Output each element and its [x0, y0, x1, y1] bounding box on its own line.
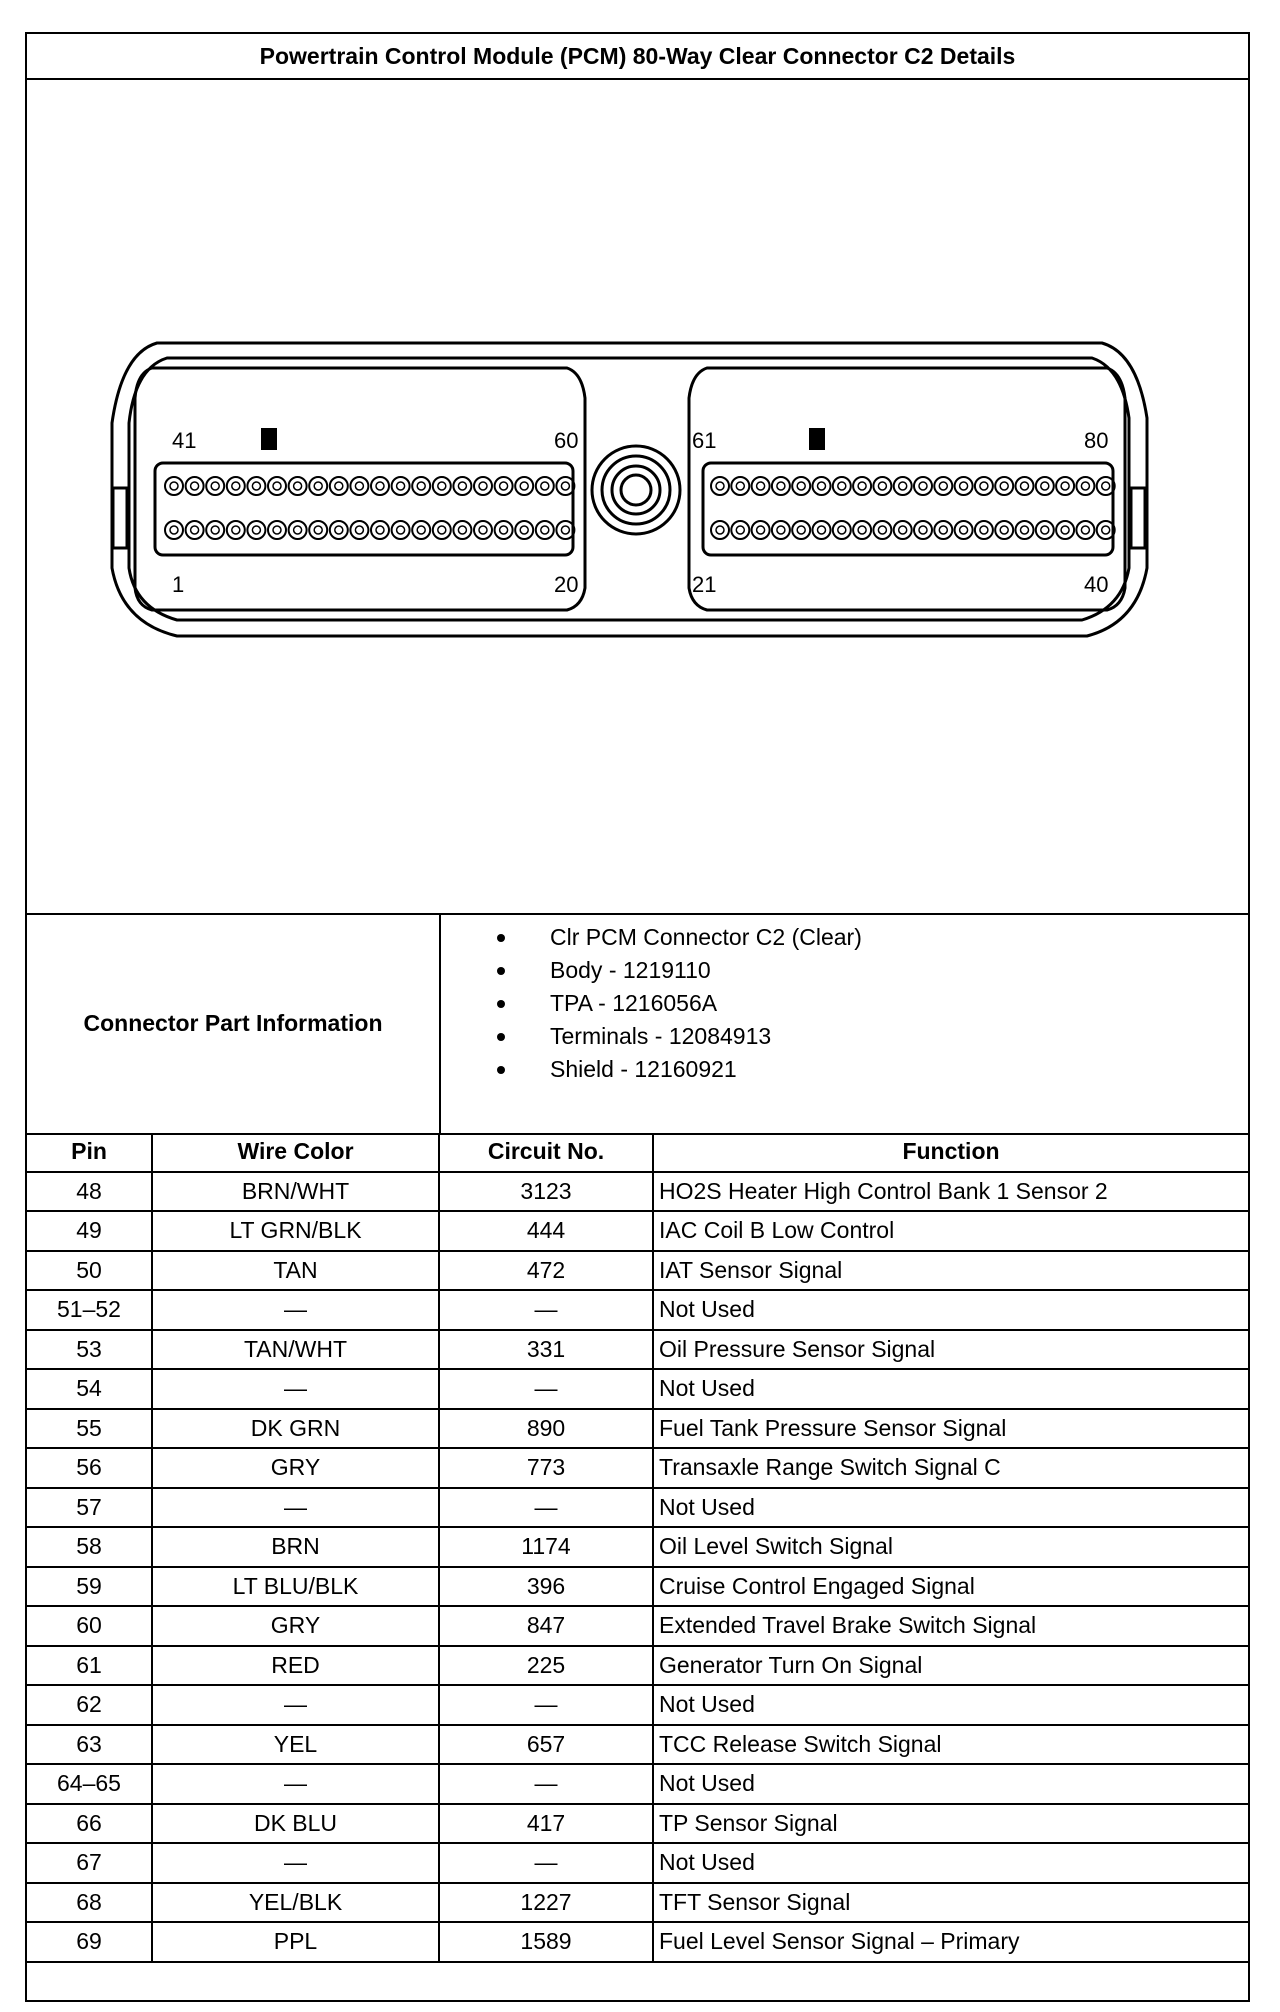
table-row — [27, 1369, 1248, 1409]
pin-cavity — [899, 482, 907, 490]
pin-cavity — [561, 526, 569, 534]
pin-cavity — [165, 477, 183, 495]
cell-wire-color: — — [152, 1290, 439, 1330]
cell-wire-color: DK GRN — [152, 1409, 439, 1449]
pin-label-61: 61 — [692, 428, 717, 453]
pin-cavity — [858, 526, 866, 534]
cell-pin: 60 — [27, 1606, 152, 1646]
cell-pin: 64–65 — [27, 1764, 152, 1804]
pin-cavity — [206, 477, 224, 495]
pin-cavity — [813, 521, 831, 539]
pin-cavity — [211, 482, 219, 490]
cell-pin: 56 — [27, 1448, 152, 1488]
pin-cavity — [894, 477, 912, 495]
cell-circuit-no: 331 — [439, 1330, 653, 1370]
pin-cavity — [211, 526, 219, 534]
pin-cavity — [1016, 477, 1034, 495]
cell-wire-color: — — [152, 1369, 439, 1409]
pin-cavity — [330, 477, 348, 495]
pin-cavity — [955, 521, 973, 539]
cell-pin: 66 — [27, 1804, 152, 1844]
cell-pin: 63 — [27, 1725, 152, 1765]
pin-cavity — [520, 482, 528, 490]
pin-cavity — [1056, 477, 1074, 495]
pin-cavity — [1021, 526, 1029, 534]
table-row — [27, 1527, 1248, 1567]
pin-cavity — [731, 477, 749, 495]
cell-function: Not Used — [653, 1764, 1248, 1804]
cell-wire-color: — — [152, 1685, 439, 1725]
cell-circuit-no: 3123 — [439, 1172, 653, 1212]
cell-circuit-no: 444 — [439, 1211, 653, 1251]
pin-cavity — [736, 482, 744, 490]
pin-cavity — [309, 521, 327, 539]
pin-cavity — [955, 477, 973, 495]
pin-cavity — [191, 526, 199, 534]
cell-circuit-no: — — [439, 1764, 653, 1804]
table-row — [27, 1448, 1248, 1488]
pin-cavity — [495, 477, 513, 495]
pin-label-40: 40 — [1084, 572, 1109, 597]
pin-cavity — [1041, 526, 1049, 534]
pin-cavity — [536, 477, 554, 495]
pin-cavity — [438, 526, 446, 534]
cell-wire-color: GRY — [152, 1606, 439, 1646]
cell-function: HO2S Heater High Control Bank 1 Sensor 2 — [653, 1172, 1248, 1212]
table-row — [27, 1843, 1248, 1883]
table-row — [27, 1172, 1248, 1212]
pin-cavity — [289, 521, 307, 539]
pin-label-60: 60 — [554, 428, 579, 453]
pin-cavity — [731, 521, 749, 539]
pin-cavity — [1000, 526, 1008, 534]
cell-wire-color: — — [152, 1843, 439, 1883]
pin-cavity — [392, 521, 410, 539]
pin-cavity — [1076, 477, 1094, 495]
pin-cavity — [314, 526, 322, 534]
table-header-row — [27, 1133, 1248, 1172]
pin-cavity — [273, 482, 281, 490]
pin-cavity — [186, 521, 204, 539]
cell-circuit-no: 1174 — [439, 1527, 653, 1567]
pin-label-41: 41 — [172, 428, 197, 453]
pin-cavity — [833, 521, 851, 539]
cell-circuit-no: 847 — [439, 1606, 653, 1646]
table-row — [27, 1211, 1248, 1251]
part-info-item: Body - 1219110 — [441, 954, 862, 987]
cell-function: Not Used — [653, 1685, 1248, 1725]
cell-pin: 55 — [27, 1409, 152, 1449]
pin-cavity — [412, 477, 430, 495]
pin-cavity — [1056, 521, 1074, 539]
cell-function: IAT Sensor Signal — [653, 1251, 1248, 1291]
pin-cavity — [458, 482, 466, 490]
header-function: Function — [653, 1133, 1248, 1172]
pin-cavity — [268, 477, 286, 495]
cell-wire-color: BRN/WHT — [152, 1172, 439, 1212]
cell-function: Fuel Tank Pressure Sensor Signal — [653, 1409, 1248, 1449]
pin-cavity — [335, 482, 343, 490]
cell-function: Transaxle Range Switch Signal C — [653, 1448, 1248, 1488]
pin-cavity — [919, 526, 927, 534]
pin-cavity — [392, 477, 410, 495]
part-info-item: TPA - 1216056A — [441, 987, 862, 1020]
pin-cavity — [515, 477, 533, 495]
pin-cavity — [777, 482, 785, 490]
pin-cavity — [1081, 482, 1089, 490]
cell-circuit-no: — — [439, 1685, 653, 1725]
pin-cavity — [350, 477, 368, 495]
cell-wire-color: LT BLU/BLK — [152, 1567, 439, 1607]
cell-wire-color: — — [152, 1488, 439, 1528]
table-row — [27, 1922, 1248, 1962]
table-row — [27, 1606, 1248, 1646]
pin-cavity — [191, 482, 199, 490]
pin-label-20: 20 — [554, 572, 579, 597]
cell-function: Extended Travel Brake Switch Signal — [653, 1606, 1248, 1646]
cell-circuit-no: — — [439, 1369, 653, 1409]
pin-cavity — [777, 526, 785, 534]
cell-wire-color: BRN — [152, 1527, 439, 1567]
pin-cavity — [309, 477, 327, 495]
cell-wire-color: GRY — [152, 1448, 439, 1488]
header-pin: Pin — [27, 1133, 152, 1172]
pin-cavity — [772, 521, 790, 539]
pin-cavity — [1076, 521, 1094, 539]
pin-cavity — [355, 482, 363, 490]
header-circuit-no: Circuit No. — [439, 1133, 653, 1172]
table-row — [27, 1488, 1248, 1528]
pin-cavity — [417, 526, 425, 534]
table-row — [27, 1330, 1248, 1370]
cell-function: Not Used — [653, 1488, 1248, 1528]
pin-cavity — [371, 477, 389, 495]
table-row — [27, 1646, 1248, 1686]
pin-cavity — [752, 521, 770, 539]
cell-function: TFT Sensor Signal — [653, 1883, 1248, 1923]
pin-cavity — [818, 526, 826, 534]
cell-pin: 58 — [27, 1527, 152, 1567]
cell-pin: 53 — [27, 1330, 152, 1370]
connector-details-sheet — [25, 32, 1250, 2002]
pin-cavity — [186, 477, 204, 495]
pin-cavity — [376, 482, 384, 490]
pin-cavity — [939, 526, 947, 534]
pin-cavity — [878, 482, 886, 490]
pin-cavity — [1036, 477, 1054, 495]
pin-cavity — [376, 526, 384, 534]
connector-drawing — [27, 78, 1248, 913]
pin-cavity — [711, 521, 729, 539]
part-info-item: Shield - 12160921 — [441, 1053, 862, 1086]
cell-function: Oil Level Switch Signal — [653, 1527, 1248, 1567]
pin-cavity — [894, 521, 912, 539]
pin-cavity — [453, 521, 471, 539]
pin-cavity — [1000, 482, 1008, 490]
pin-cavity — [980, 482, 988, 490]
table-row — [27, 1764, 1248, 1804]
cell-wire-color: LT GRN/BLK — [152, 1211, 439, 1251]
pin-cavity — [914, 521, 932, 539]
cell-pin: 54 — [27, 1369, 152, 1409]
page-title: Powertrain Control Module (PCM) 80-Way Clear Connector C2 Details — [27, 34, 1248, 80]
cell-circuit-no: 472 — [439, 1251, 653, 1291]
pin-cavity — [294, 482, 302, 490]
table-row — [27, 1567, 1248, 1607]
table-row — [27, 1883, 1248, 1923]
pin-cavity — [813, 477, 831, 495]
cell-function: TP Sensor Signal — [653, 1804, 1248, 1844]
pin-cavity — [711, 477, 729, 495]
cell-circuit-no: 657 — [439, 1725, 653, 1765]
pin-cavity — [757, 482, 765, 490]
pin-cavity — [165, 521, 183, 539]
part-info-label: Connector Part Information — [27, 913, 441, 1133]
pin-cavity — [294, 526, 302, 534]
part-info-list — [441, 921, 862, 1086]
pin-cavity — [247, 521, 265, 539]
pin-cavity — [515, 521, 533, 539]
pin-cavity — [500, 482, 508, 490]
pin-cavity — [495, 521, 513, 539]
pin-cavity — [474, 521, 492, 539]
pinout-table — [27, 1133, 1248, 1963]
pin-cavity — [1021, 482, 1029, 490]
pin-cavity — [797, 526, 805, 534]
cell-circuit-no: 417 — [439, 1804, 653, 1844]
pin-cavity — [170, 526, 178, 534]
pin-cavity — [247, 477, 265, 495]
pin-cavity — [536, 521, 554, 539]
pin-cavity — [252, 482, 260, 490]
pin-cavity — [853, 521, 871, 539]
pin-cavity — [479, 482, 487, 490]
cell-circuit-no: 890 — [439, 1409, 653, 1449]
cell-function: Cruise Control Engaged Signal — [653, 1567, 1248, 1607]
cell-pin: 59 — [27, 1567, 152, 1607]
pin-cavity — [232, 482, 240, 490]
cell-wire-color: TAN — [152, 1251, 439, 1291]
pin-cavity — [975, 521, 993, 539]
pin-cavity — [1016, 521, 1034, 539]
pin-cavity — [858, 482, 866, 490]
cell-function: IAC Coil B Low Control — [653, 1211, 1248, 1251]
pin-cavity — [899, 526, 907, 534]
pin-cavity — [752, 477, 770, 495]
pin-cavity — [1036, 521, 1054, 539]
pin-cavity — [975, 477, 993, 495]
pin-label-21: 21 — [692, 572, 717, 597]
pin-cavity — [561, 482, 569, 490]
pin-cavity — [438, 482, 446, 490]
pin-cavity — [433, 477, 451, 495]
pin-cavity — [541, 526, 549, 534]
cell-function: Not Used — [653, 1369, 1248, 1409]
cell-wire-color: — — [152, 1764, 439, 1804]
cell-pin: 50 — [27, 1251, 152, 1291]
pin-label-1: 1 — [172, 572, 185, 597]
pin-cavity — [818, 482, 826, 490]
cell-pin: 48 — [27, 1172, 152, 1212]
part-info-section — [27, 913, 1248, 1135]
pin-cavity — [1081, 526, 1089, 534]
cell-pin: 51–52 — [27, 1290, 152, 1330]
pin-cavity — [873, 477, 891, 495]
cell-wire-color: DK BLU — [152, 1804, 439, 1844]
pin-cavity — [453, 477, 471, 495]
pin-cavity — [878, 526, 886, 534]
pin-cavity — [170, 482, 178, 490]
pin-cavity — [1041, 482, 1049, 490]
cell-function: Not Used — [653, 1843, 1248, 1883]
pin-cavity — [995, 477, 1013, 495]
pin-cavity — [252, 526, 260, 534]
cell-function: TCC Release Switch Signal — [653, 1725, 1248, 1765]
cell-wire-color: RED — [152, 1646, 439, 1686]
table-row — [27, 1251, 1248, 1291]
pin-cavity — [772, 477, 790, 495]
pin-cavity — [1102, 482, 1110, 490]
part-info-item: Terminals - 12084913 — [441, 1020, 862, 1053]
cell-circuit-no: 1589 — [439, 1922, 653, 1962]
cell-circuit-no: 773 — [439, 1448, 653, 1488]
pin-cavity — [792, 477, 810, 495]
pin-cavity — [939, 482, 947, 490]
pin-cavity — [433, 521, 451, 539]
pin-cavity — [289, 477, 307, 495]
cell-circuit-no: 1227 — [439, 1883, 653, 1923]
pin-cavity — [853, 477, 871, 495]
left-key-mark — [261, 428, 277, 450]
cell-function: Oil Pressure Sensor Signal — [653, 1330, 1248, 1370]
cell-wire-color: YEL — [152, 1725, 439, 1765]
pin-cavity — [960, 526, 968, 534]
part-info-item: Clr PCM Connector C2 (Clear) — [441, 921, 862, 954]
pin-cavity — [417, 482, 425, 490]
pin-cavity — [914, 477, 932, 495]
pin-cavity — [371, 521, 389, 539]
pin-cavity — [330, 521, 348, 539]
cell-pin: 49 — [27, 1211, 152, 1251]
pin-cavity — [355, 526, 363, 534]
pin-cavity — [1102, 526, 1110, 534]
pin-cavity — [838, 482, 846, 490]
cell-wire-color: TAN/WHT — [152, 1330, 439, 1370]
table-row — [27, 1804, 1248, 1844]
pin-cavity — [757, 526, 765, 534]
pin-cavity — [500, 526, 508, 534]
cell-circuit-no: 225 — [439, 1646, 653, 1686]
pin-cavity — [335, 526, 343, 534]
header-wire-color: Wire Color — [152, 1133, 439, 1172]
pin-cavity — [412, 521, 430, 539]
pin-cavity — [520, 526, 528, 534]
cell-pin: 67 — [27, 1843, 152, 1883]
cell-pin: 68 — [27, 1883, 152, 1923]
cell-circuit-no: — — [439, 1290, 653, 1330]
pin-cavity — [736, 526, 744, 534]
pin-cavity — [980, 526, 988, 534]
pin-cavity — [960, 482, 968, 490]
cell-circuit-no: 396 — [439, 1567, 653, 1607]
pin-cavity — [268, 521, 286, 539]
pin-cavity — [474, 477, 492, 495]
pin-cavity — [541, 482, 549, 490]
cell-function: Fuel Level Sensor Signal – Primary — [653, 1922, 1248, 1962]
pin-cavity — [1061, 526, 1069, 534]
pin-cavity — [716, 526, 724, 534]
pin-cavity — [273, 526, 281, 534]
cell-circuit-no: — — [439, 1488, 653, 1528]
pin-cavity — [792, 521, 810, 539]
pin-cavity — [995, 521, 1013, 539]
cell-pin: 62 — [27, 1685, 152, 1725]
pin-cavity — [838, 526, 846, 534]
pin-cavity — [934, 521, 952, 539]
pin-cavity — [479, 526, 487, 534]
cell-circuit-no: — — [439, 1843, 653, 1883]
cell-pin: 57 — [27, 1488, 152, 1528]
pin-cavity — [1061, 482, 1069, 490]
right-key-mark — [809, 428, 825, 450]
cell-function: Generator Turn On Signal — [653, 1646, 1248, 1686]
connector-diagram — [27, 78, 1248, 915]
table-row — [27, 1290, 1248, 1330]
pin-cavity — [397, 482, 405, 490]
pin-cavity — [716, 482, 724, 490]
pin-cavity — [227, 521, 245, 539]
pin-cavity — [919, 482, 927, 490]
pin-cavity — [458, 526, 466, 534]
pin-cavity — [227, 477, 245, 495]
table-row — [27, 1409, 1248, 1449]
pin-cavity — [833, 477, 851, 495]
table-row — [27, 1725, 1248, 1765]
pin-cavity — [873, 521, 891, 539]
cell-function: Not Used — [653, 1290, 1248, 1330]
pin-cavity — [206, 521, 224, 539]
cell-wire-color: YEL/BLK — [152, 1883, 439, 1923]
pin-cavity — [314, 482, 322, 490]
cell-wire-color: PPL — [152, 1922, 439, 1962]
pin-cavity — [797, 482, 805, 490]
pin-cavity — [232, 526, 240, 534]
pin-cavity — [934, 477, 952, 495]
cell-pin: 69 — [27, 1922, 152, 1962]
pin-cavity — [397, 526, 405, 534]
cell-pin: 61 — [27, 1646, 152, 1686]
pin-label-80: 80 — [1084, 428, 1109, 453]
pin-cavity — [350, 521, 368, 539]
table-row — [27, 1685, 1248, 1725]
